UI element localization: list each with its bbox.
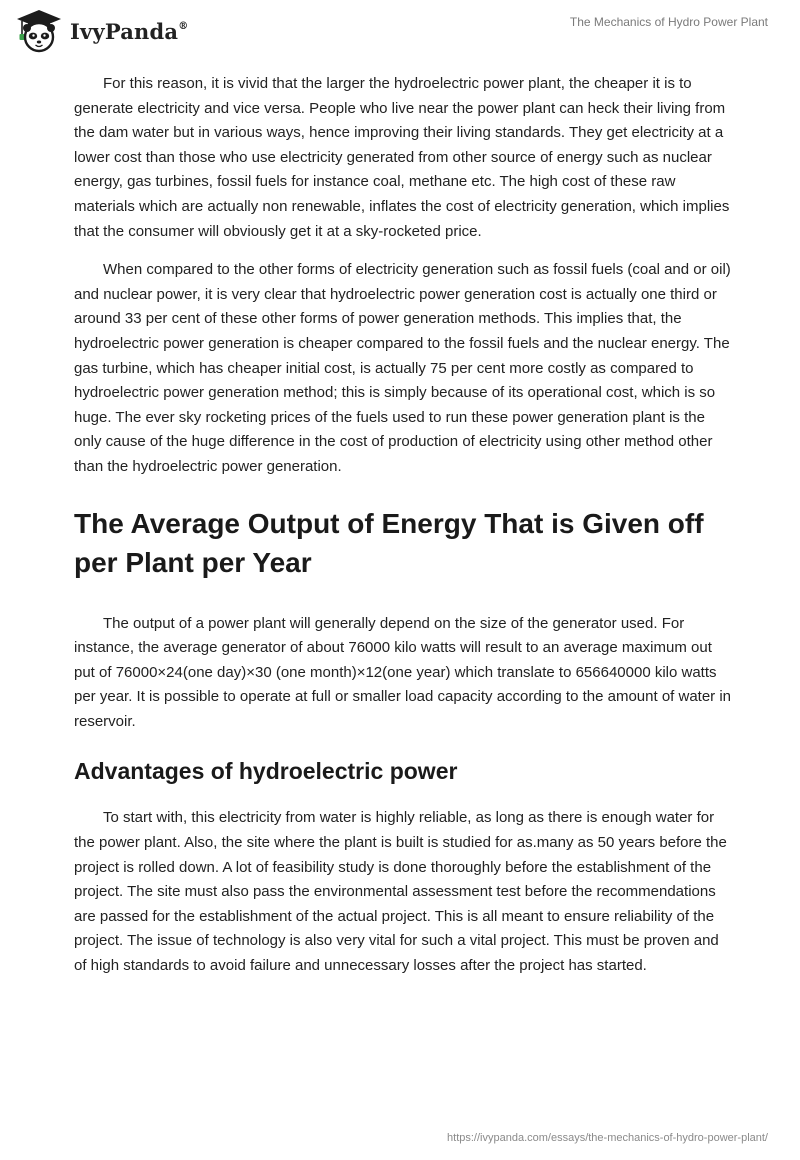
paragraph-cost-scale: For this reason, it is vivid that the larger the hydroelectric power plant, the cheaper it is to generate electricity and vice versa. People who live near the power plant can heck their living from the dam water but in various ways, hence improving their living standards. They get electricity at a lower cost than those who use electricity generated from other source of energy such as nuclear energy, gas turbines, fossil fuels for instance coal, methane etc. The high cost of these raw materials which are actually non renewable, inflates the cost of electricity generation, which implies that the consumer will obviously get it at a sky-rocketed price. bbox=[74, 75, 730, 240]
panda-graduate-icon bbox=[14, 8, 64, 54]
page-header bbox=[0, 0, 800, 60]
section-heading-advantages: Advantages of hydroelectric power bbox=[74, 758, 458, 785]
document-title: The Mechanics of Hydro Power Plant bbox=[569, 15, 768, 29]
paragraph-output: The output of a power plant will generally depend on the size of the generator used. For instance, the average generator of about 76000 kilo watts will result to an average maximum out put of 76000×24(one day)×30 (one month)×12(one year) which translate to 656640000 kilo watts per year. It is possible to operate at full or smaller load capacity according to the amount of water in reservoir. bbox=[74, 614, 732, 730]
paragraph-advantages: To start with, this electricity from water is highly reliable, as long as there is enough water for the power plant. Also, the site where the plant is built is studied for as.many as 50 years before the project is rolled down. A lot of feasibility study is done thoroughly before the establishment of the project. The site must also pass the environmental assessment test before the recommendations are passed for the establishment of the actual project. This is all meant to ensure reliability of the project. The issue of technology is also very vital for such a vital project. This must be proven and of high standards to avoid failure and unnecessary losses after the project has started. bbox=[74, 809, 727, 975]
ivypanda-logo[interactable] bbox=[14, 8, 188, 54]
registered-mark: ® bbox=[178, 20, 189, 32]
brand-name: IvyPanda® bbox=[70, 18, 189, 44]
section-heading-average-output: The Average Output of Energy That is Given off per Plant per Year bbox=[74, 507, 704, 578]
source-url[interactable]: https://ivypanda.com/essays/the-mechanics-of-hydro-power-plant/ bbox=[447, 1132, 768, 1144]
essay-content bbox=[74, 72, 734, 993]
paragraph-cost-comparison: When compared to the other forms of electricity generation such as fossil fuels (coal and or oil) and nuclear power, it is very clear that hydroelectric power generation cost is actually one third or around 33 per cent of these other forms of power generation methods. This implies that, the hydroelectric power generation is cheaper compared to the fossil fuels and the nuclear energy. The gas turbine, which has cheaper initial cost, is actually 75 per cent more costly as compared to hydroelectric power generation method; this is simply because of its operational cost, which is so huge. The ever sky rocketing prices of the fuels used to run these power generation plant is the only cause of the huge difference in the cost of production of electricity using other method other than the hydroelectric power generation. bbox=[74, 261, 731, 475]
